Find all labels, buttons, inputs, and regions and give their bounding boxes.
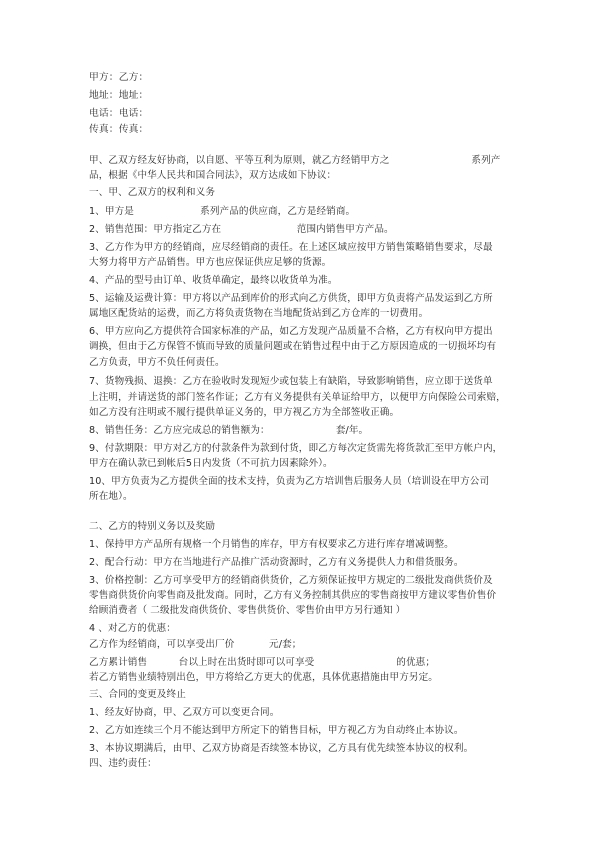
party-line: 甲方：乙方： xyxy=(89,72,149,83)
clause-line: 3、乙方作为甲方的经销商，应尽经销商的责任。在上述区域应按甲方销售策略销售要求，尽最 xyxy=(89,242,493,253)
clause-line: 3、价格控制：乙方可享受甲方的经销商供货价，乙方须保证按甲方规定的二级批发商供货价及 xyxy=(89,575,493,586)
clause-line: 乙方作为经销商，可以享受出厂价 元/套； xyxy=(89,639,302,650)
section-heading: 三、合同的变更及终止 xyxy=(89,689,186,700)
clause-line: 4 、对乙方的优惠： xyxy=(89,623,176,634)
clause-line: 若乙方销售业绩特别出色，甲方将给乙方更大的优惠，具体优惠措施由甲方另定。 xyxy=(89,672,438,683)
clause-line: 1、保持甲方产品所有规格一个月销售的库存，甲方有权要求乙方进行库存增减调整。 xyxy=(89,539,454,550)
clause-line: 5、运输及运费计算：甲方将以产品到库价的形式向乙方供货，即甲方负责将产品发运到乙方所 xyxy=(89,293,493,304)
clause-line: 7、货物残损、退换：乙方在验收时发现短少或包装上有缺陷，导致影响销售，应立即于送货单 xyxy=(89,376,493,387)
clause-line: 2、配合行动：甲方在当地进行产品推广活动资源时，乙方有义务提供人力和借货服务。 xyxy=(89,557,464,568)
section-heading: 一、甲、乙双方的权利和义务 xyxy=(89,187,216,198)
clause-line: 给顾消费者（ 二级批发商供货价、零售供货价、零售价由甲方另行通知 ） xyxy=(89,605,406,616)
clause-line: 零售商供货价向零售商及批发商。同时，乙方有义务控制其供应的零售商按甲方建议零售价售价 xyxy=(89,590,497,601)
clause-line: 2、乙方如连续三个月不能达到甲方所定下的销售目标，甲方视乙方为自动终止本协议。 xyxy=(89,725,464,736)
address-line: 地址：地址： xyxy=(89,90,149,101)
clause-line: 乙方负责，甲方不负任何责任。 xyxy=(89,357,225,368)
intro-line: 甲、乙双方经友好协商，以自愿、平等互利为原则，就乙方经销甲方之 系列产 xyxy=(89,155,501,166)
section-heading: 二、乙方的特别义务以及奖励 xyxy=(89,521,216,532)
clause-line: 1、甲方是 系列产品的供应商，乙方是经销商。 xyxy=(89,206,356,217)
clause-line: 8、销售任务：乙方应完成总的销售额为： 套/年。 xyxy=(89,425,369,436)
fax-line: 传真：传真： xyxy=(89,124,149,135)
clause-line: 6、甲方应向乙方提供符合国家标准的产品，如乙方发现产品质量不合格，乙方有权向甲方提出 xyxy=(89,326,493,337)
clause-line: 1、经友好协商，甲、乙双方可以变更合同。 xyxy=(89,707,280,718)
intro-line: 品，根据《中华人民共和国合同法》，双方达成如下协议： xyxy=(89,170,337,181)
clause-line: 上注明，并请送货的部门签名作证；乙方有义务提供有关单证给甲方，以便甲方向保险公司索赔， xyxy=(89,392,506,403)
clause-line: 调换，但由于乙方保管不慎而导致的质量问题或在销售过程中由于乙方原因造成的一切损坏均有 xyxy=(89,341,497,352)
clause-line: 大努力将甲方产品销售。甲方也应保证供应足够的货源。 xyxy=(89,257,332,268)
clause-line: 3、本协议期满后，由甲、乙双方协商是否续签本协议，乙方具有优先续签本协议的权利。 xyxy=(89,743,474,754)
clause-line: 9、付款期限：甲方对乙方的付款条件为款到付货，即乙方每次定货需先将货款汇至甲方帐户内， xyxy=(89,443,503,454)
clause-line: 甲方在确认款已到帐后5日内发货（不可抗力因素除外）。 xyxy=(89,458,333,469)
clause-line: 所在地）。 xyxy=(89,491,133,502)
clause-line: 4、产品的型号由订单、收货单确定，最终以收货单为准。 xyxy=(89,275,338,286)
clause-line: 10、甲方负责为乙方提供全面的技术支持，负责为乙方培训售后服务人员（培训设在甲方公司 xyxy=(89,476,490,487)
phone-line: 电话：电话： xyxy=(89,108,149,119)
clause-line: 如乙方没有注明或不履行提供单证义务的，甲方视乙方为全部签收正确。 xyxy=(89,407,400,418)
clause-line: 乙方累计销售 台以上时在出货时即可以可享受 的优惠； xyxy=(89,657,436,668)
clause-line: 属地区配货站的运费，而乙方将负责货物在当地配货站到乙方仓库的一切费用。 xyxy=(89,308,429,319)
clause-line: 2、销售范围：甲方指定乙方在 范围内销售甲方产品。 xyxy=(89,224,394,235)
section-heading: 四、违约责任： xyxy=(89,758,157,769)
